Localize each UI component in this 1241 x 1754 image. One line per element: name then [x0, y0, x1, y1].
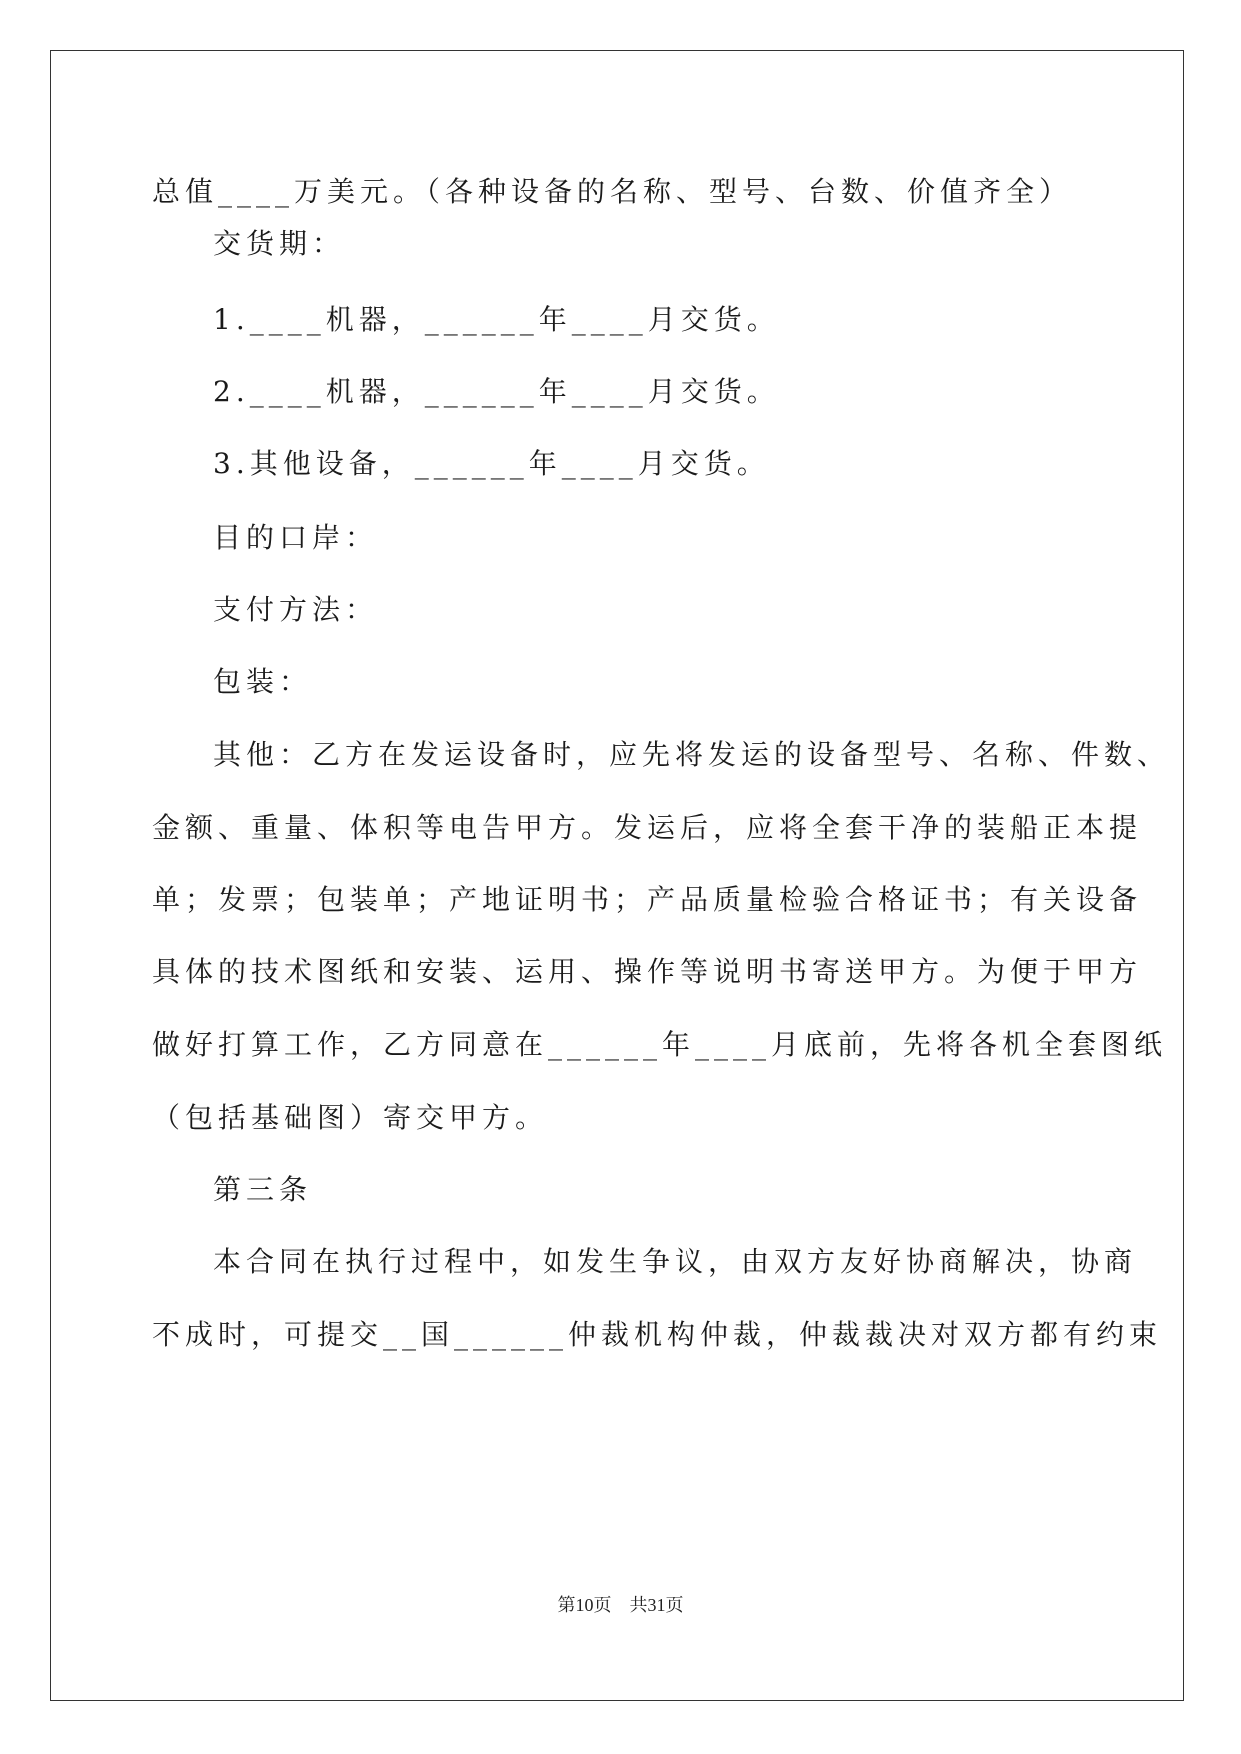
text-line-delivery-2: 2.____机器，______年____月交货。: [213, 375, 780, 408]
article-three-heading: 第三条: [213, 1173, 313, 1206]
text-line-total-value: 总值____万美元。（各种设备的名称、型号、台数、价值齐全）: [152, 175, 1073, 208]
text-line-payment-method: 支付方法：: [213, 593, 379, 626]
text-line-other-3: 单；发票；包装单；产地证明书；产品质量检验合格证书；有关设备: [152, 883, 1143, 916]
text-line-other-5: 做好打算工作，乙方同意在______年____月底前，先将各机全套图纸: [152, 1028, 1168, 1061]
text-line-other-2: 金额、重量、体积等电告甲方。发运后，应将全套干净的装船正本提: [152, 811, 1143, 844]
text-line-destination-port: 目的口岸：: [213, 521, 379, 554]
text-line-other-6: （包括基础图）寄交甲方。: [152, 1101, 549, 1134]
text-line-other-4: 具体的技术图纸和安装、运用、操作等说明书寄送甲方。为便于甲方: [152, 955, 1143, 988]
text-line-delivery-period: 交货期：: [213, 227, 346, 260]
text-line-packaging: 包装：: [213, 665, 313, 698]
text-line-dispute-2: 不成时，可提交__国______仲裁机构仲裁，仲裁裁决对双方都有约束: [152, 1318, 1163, 1351]
text-line-other-1: 其他：乙方在发运设备时，应先将发运的设备型号、名称、件数、: [213, 738, 1171, 771]
page-border: [50, 50, 1184, 1701]
text-line-delivery-3: 3.其他设备，______年____月交货。: [213, 447, 770, 480]
text-line-delivery-1: 1.____机器，______年____月交货。: [213, 303, 780, 336]
text-line-dispute-1: 本合同在执行过程中，如发生争议，由双方友好协商解决，协商: [213, 1245, 1138, 1278]
page-number-footer: 第10页 共31页: [557, 1595, 684, 1615]
